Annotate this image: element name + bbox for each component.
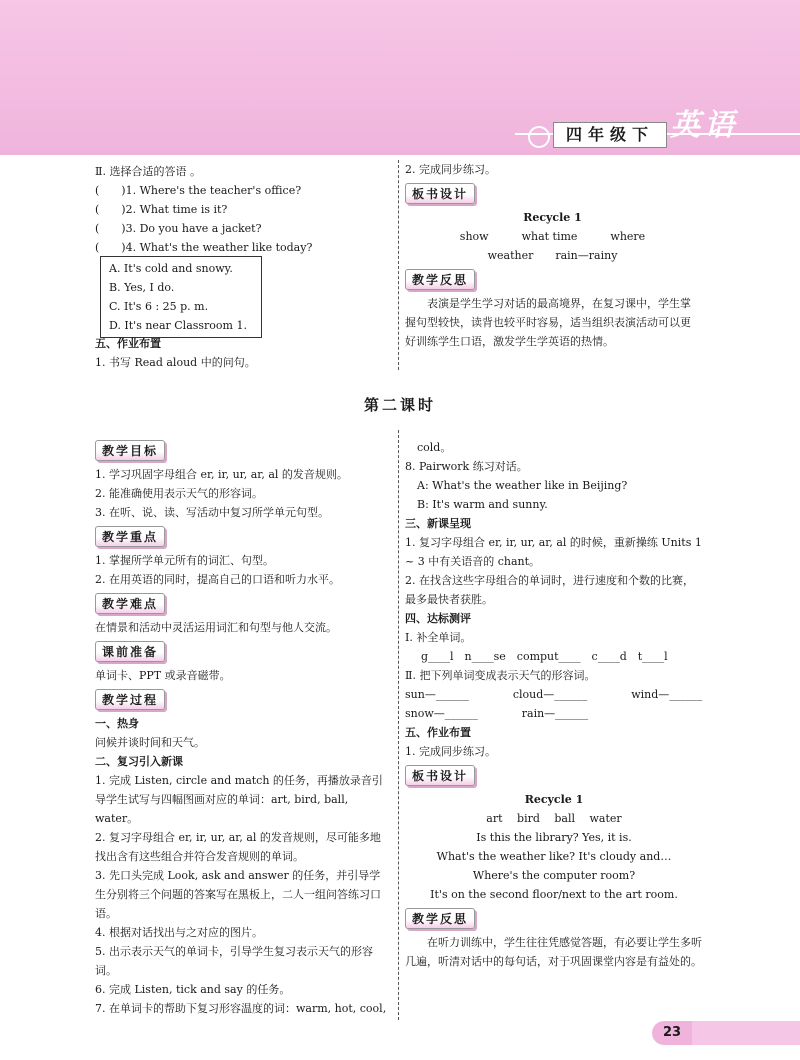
board-line-2-2: Is this the library? Yes, it is. (476, 831, 632, 844)
preparation-text: 单词卡、PPT 或录音磁带。 (95, 669, 231, 682)
fill-words: g____l n____se comput____ c____d t____l (421, 650, 668, 663)
difficulties-tag: 教学难点 (95, 593, 165, 614)
change-line-1: sun—______ cloud—______ wind—______ (405, 688, 703, 701)
top-right-column (405, 160, 700, 351)
header-decor-ring (528, 126, 550, 148)
pairwork-b: B: It's warm and sunny. (417, 498, 548, 511)
new-lesson-item-1: 1. 复习字母组合 er, ir, ur, ar, al 的时候，重新操练 Units 1 ~ 3 中有关语音的 chant。 (405, 536, 702, 568)
board-line-2-5: It's on the second floor/next to the art room. (430, 888, 678, 901)
reflection-text-2: 在听力训练中，学生往往凭感觉答题，有必要让学生多听几遍，听清对话中的每句话，对于巩固课堂内容是有益处的。 (405, 936, 702, 968)
board-line-2: weather rain—rainy (487, 249, 618, 262)
reflection-tag-2: 教学反思 (405, 908, 475, 929)
option-a: A. It's cold and snowy. (109, 262, 233, 275)
pairwork-a: A: What's the weather like in Beijing? (417, 479, 628, 492)
option-d: D. It's near Classroom 1. (109, 319, 247, 332)
board-design-tag-2: 板书设计 (405, 765, 475, 786)
board-title-2: Recycle 1 (524, 793, 584, 806)
column-divider-top (398, 160, 399, 370)
question-3: ( )3. Do you have a jacket? (95, 222, 262, 235)
question-2: ( )2. What time is it? (95, 203, 228, 216)
bottom-left-column (95, 436, 388, 1018)
process-tag: 教学过程 (95, 689, 165, 710)
change-heading: Ⅱ. 把下列单词变成表示天气的形容词。 (405, 669, 596, 682)
board-design-tag: 板书设计 (405, 183, 475, 204)
preparation-tag: 课前准备 (95, 641, 165, 662)
pairwork-heading: 8. Pairwork 练习对话。 (405, 460, 528, 473)
board-line-2-1: art bird ball water (486, 812, 622, 825)
test-heading: 四、达标测评 (405, 612, 471, 625)
review-step-6: 6. 完成 Listen, tick and say 的任务。 (95, 983, 291, 996)
key-point-2: 2. 在用英语的同时，提高自己的口语和听力水平。 (95, 573, 340, 586)
homework-item-2: 1. 完成同步练习。 (405, 745, 496, 758)
homework-heading-2: 五、作业布置 (405, 726, 471, 739)
review-step-4: 4. 根据对话找出与之对应的图片。 (95, 926, 263, 939)
subject-label: 英语 (670, 108, 738, 143)
review-step-3: 3. 先口头完成 Look, ask and answer 的任务，并引导学生分别将三个问题的答案写在黑板上，二人一组问答练习口语。 (95, 869, 381, 920)
warmup-text: 问候并谈时间和天气。 (95, 736, 205, 749)
option-b: B. Yes, I do. (109, 281, 175, 294)
options-box (100, 256, 262, 338)
page-number-bar (692, 1021, 800, 1045)
continued-text: cold。 (417, 441, 452, 454)
option-c: C. It's 6 : 25 p. m. (109, 300, 209, 313)
lesson-title: 第二课时 (363, 396, 436, 414)
review-step-2: 2. 复习字母组合 er, ir, ur, ar, al 的发音规则，尽可能多地找出含有这些组合并符合发音规则的单词。 (95, 831, 381, 863)
column-divider-bottom (398, 430, 399, 1020)
review-heading: 二、复习引入新课 (95, 755, 183, 768)
top-left-column (95, 162, 390, 257)
bottom-right-column (405, 438, 703, 971)
section-heading: Ⅱ. 选择合适的答语 。 (95, 165, 201, 178)
difficulty-text: 在情景和活动中灵活运用词汇和句型与他人交流。 (95, 621, 337, 634)
warmup-heading: 一、热身 (95, 717, 139, 730)
board-line-2-4: Where's the computer room? (472, 869, 636, 882)
board-line-1: show what time where (459, 230, 646, 243)
top-left-homework (95, 334, 390, 372)
question-1: ( )1. Where's the teacher's office? (95, 184, 302, 197)
reflection-text: 表演是学生学习对话的最高境界，在复习课中，学生掌握句型较快，读背也较平时容易，适当组织表演活动可以更好训练学生口语，激发学生学英语的热情。 (405, 297, 691, 348)
new-lesson-heading: 三、新课呈现 (405, 517, 471, 530)
review-step-1: 1. 完成 Listen, circle and match 的任务，再播放录音引导学生试写与四幅图画对应的单词：art, bird, ball, water。 (95, 774, 383, 825)
goals-tag: 教学目标 (95, 440, 165, 461)
question-4: ( )4. What's the weather like today? (95, 241, 313, 254)
board-line-2-3: What's the weather like? It's cloudy and… (436, 850, 672, 863)
goal-2: 2. 能准确使用表示天气的形容词。 (95, 487, 263, 500)
sync-exercise: 2. 完成同步练习。 (405, 163, 496, 176)
homework-heading: 五、作业布置 (95, 337, 161, 350)
grade-label: 四年级下 (553, 122, 667, 148)
board-title: Recycle 1 (523, 211, 582, 224)
homework-item: 1. 书写 Read aloud 中的问句。 (95, 356, 256, 369)
page-number: 23 (652, 1021, 692, 1045)
goal-1: 1. 学习巩固字母组合 er, ir, ur, ar, al 的发音规则。 (95, 468, 348, 481)
key-point-1: 1. 掌握所学单元所有的词汇、句型。 (95, 554, 274, 567)
reflection-tag: 教学反思 (405, 269, 475, 290)
key-points-tag: 教学重点 (95, 526, 165, 547)
fill-heading: Ⅰ. 补全单词。 (405, 631, 472, 644)
goal-3: 3. 在听、说、读、写活动中复习所学单元句型。 (95, 506, 329, 519)
review-step-5: 5. 出示表示天气的单词卡，引导学生复习表示天气的形容词。 (95, 945, 373, 977)
review-step-7: 7. 在单词卡的帮助下复习形容温度的词：warm, hot, cool, (95, 1002, 387, 1015)
new-lesson-item-2: 2. 在找含这些字母组合的单词时，进行速度和个数的比赛，最多最快者获胜。 (405, 574, 694, 606)
change-line-2: snow—______ rain—______ (405, 707, 589, 720)
